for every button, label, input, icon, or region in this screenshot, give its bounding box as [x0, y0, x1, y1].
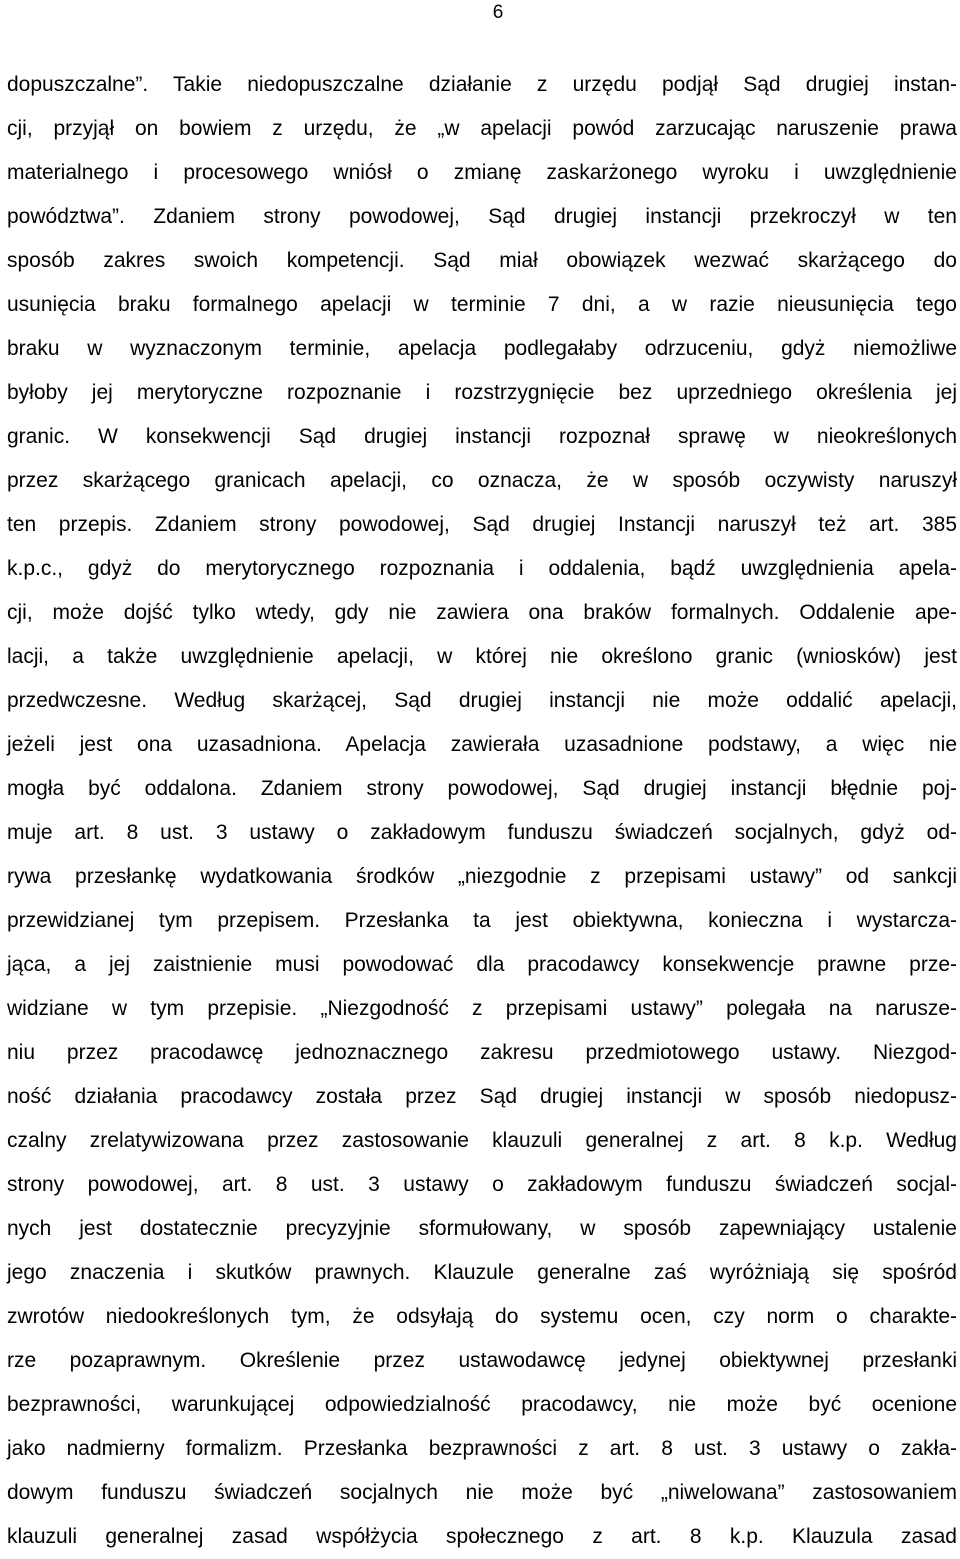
text-line: rze pozaprawnym. Określenie przez ustawodawcę jedynej obiektywnej przesłanki	[7, 1349, 957, 1372]
text-line: przez skarżącego granicach apelacji, co oznacza, że w sposób oczywisty naruszył	[7, 469, 957, 492]
text-line: dowym funduszu świadczeń socjalnych nie może być „niwelowana” zastosowaniem	[7, 1481, 957, 1504]
text-line: jako nadmierny formalizm. Przesłanka bezprawności z art. 8 ust. 3 ustawy o zakła-	[7, 1437, 957, 1460]
text-line: klauzuli generalnej zasad współżycia społecznego z art. 8 k.p. Klauzula zasad	[7, 1525, 957, 1548]
text-line: k.p.c., gdyż do merytorycznego rozpoznania i oddalenia, bądź uwzględnienia apela-	[7, 557, 957, 580]
text-line: przewidzianej tym przepisem. Przesłanka ta jest obiektywna, konieczna i wystarcza-	[7, 909, 957, 932]
text-line: powództwa”. Zdaniem strony powodowej, Sąd drugiej instancji przekroczył w ten	[7, 205, 957, 228]
page-number: 6	[492, 2, 504, 23]
text-line: muje art. 8 ust. 3 ustawy o zakładowym funduszu świadczeń socjalnych, gdyż od-	[7, 821, 957, 844]
text-line: niu przez pracodawcę jednoznacznego zakresu przedmiotowego ustawy. Niezgod-	[7, 1041, 957, 1064]
text-line: jeżeli jest ona uzasadniona. Apelacja zawierała uzasadnione podstawy, a więc nie	[7, 733, 957, 756]
text-line: granic. W konsekwencji Sąd drugiej instancji rozpoznał sprawę w nieokreślonych	[7, 425, 957, 448]
text-line: jego znaczenia i skutków prawnych. Klauzule generalne zaś wyróżniają się spośród	[7, 1261, 957, 1284]
text-line: dopuszczalne”. Takie niedopuszczalne działanie z urzędu podjął Sąd drugiej instan-	[7, 73, 957, 96]
text-line: jąca, a jej zaistnienie musi powodować dla pracodawcy konsekwencje prawne prze-	[7, 953, 957, 976]
text-line: strony powodowej, art. 8 ust. 3 ustawy o zakładowym funduszu świadczeń socjal-	[7, 1173, 957, 1196]
text-line: bezprawności, warunkującej odpowiedzialność pracodawcy, nie może być ocenione	[7, 1393, 957, 1416]
text-line: widziane w tym przepisie. „Niezgodność z przepisami ustawy” polegała na narusze-	[7, 997, 957, 1020]
text-line: mogła być oddalona. Zdaniem strony powodowej, Sąd drugiej instancji błędnie poj-	[7, 777, 957, 800]
text-line: braku w wyznaczonym terminie, apelacja podlegałaby odrzuceniu, gdyż niemożliwe	[7, 337, 957, 360]
text-line: sposób zakres swoich kompetencji. Sąd miał obowiązek wezwać skarżącego do	[7, 249, 957, 272]
text-line: materialnego i procesowego wniósł o zmianę zaskarżonego wyroku i uwzględnienie	[7, 161, 957, 184]
text-line: rywa przesłankę wydatkowania środków „niezgodnie z przepisami ustawy” od sankcji	[7, 865, 957, 888]
text-line: czalny zrelatywizowana przez zastosowanie klauzuli generalnej z art. 8 k.p. Według	[7, 1129, 957, 1152]
text-line: lacji, a także uwzględnienie apelacji, w której nie określono granic (wniosków) jest	[7, 645, 957, 668]
text-line: cji, przyjął on bowiem z urzędu, że „w apelacji powód zarzucając naruszenie prawa	[7, 117, 957, 140]
text-line: byłoby jej merytoryczne rozpoznanie i rozstrzygnięcie bez uprzedniego określenia jej	[7, 381, 957, 404]
text-line: ność działania pracodawcy została przez Sąd drugiej instancji w sposób niedopusz-	[7, 1085, 957, 1108]
text-line: ten przepis. Zdaniem strony powodowej, Sąd drugiej Instancji naruszył też art. 385	[7, 513, 957, 536]
body-text	[7, 63, 957, 1559]
text-line: cji, może dojść tylko wtedy, gdy nie zawiera ona braków formalnych. Oddalenie ape-	[7, 601, 957, 624]
text-line: usunięcia braku formalnego apelacji w terminie 7 dni, a w razie nieusunięcia tego	[7, 293, 957, 316]
text-line: nych jest dostatecznie precyzyjnie sformułowany, w sposób zapewniający ustalenie	[7, 1217, 957, 1240]
text-line: przedwczesne. Według skarżącej, Sąd drugiej instancji nie może oddalić apelacji,	[7, 689, 957, 712]
text-line: zwrotów niedookreślonych tym, że odsyłają do systemu ocen, czy norm o charakte-	[7, 1305, 957, 1328]
